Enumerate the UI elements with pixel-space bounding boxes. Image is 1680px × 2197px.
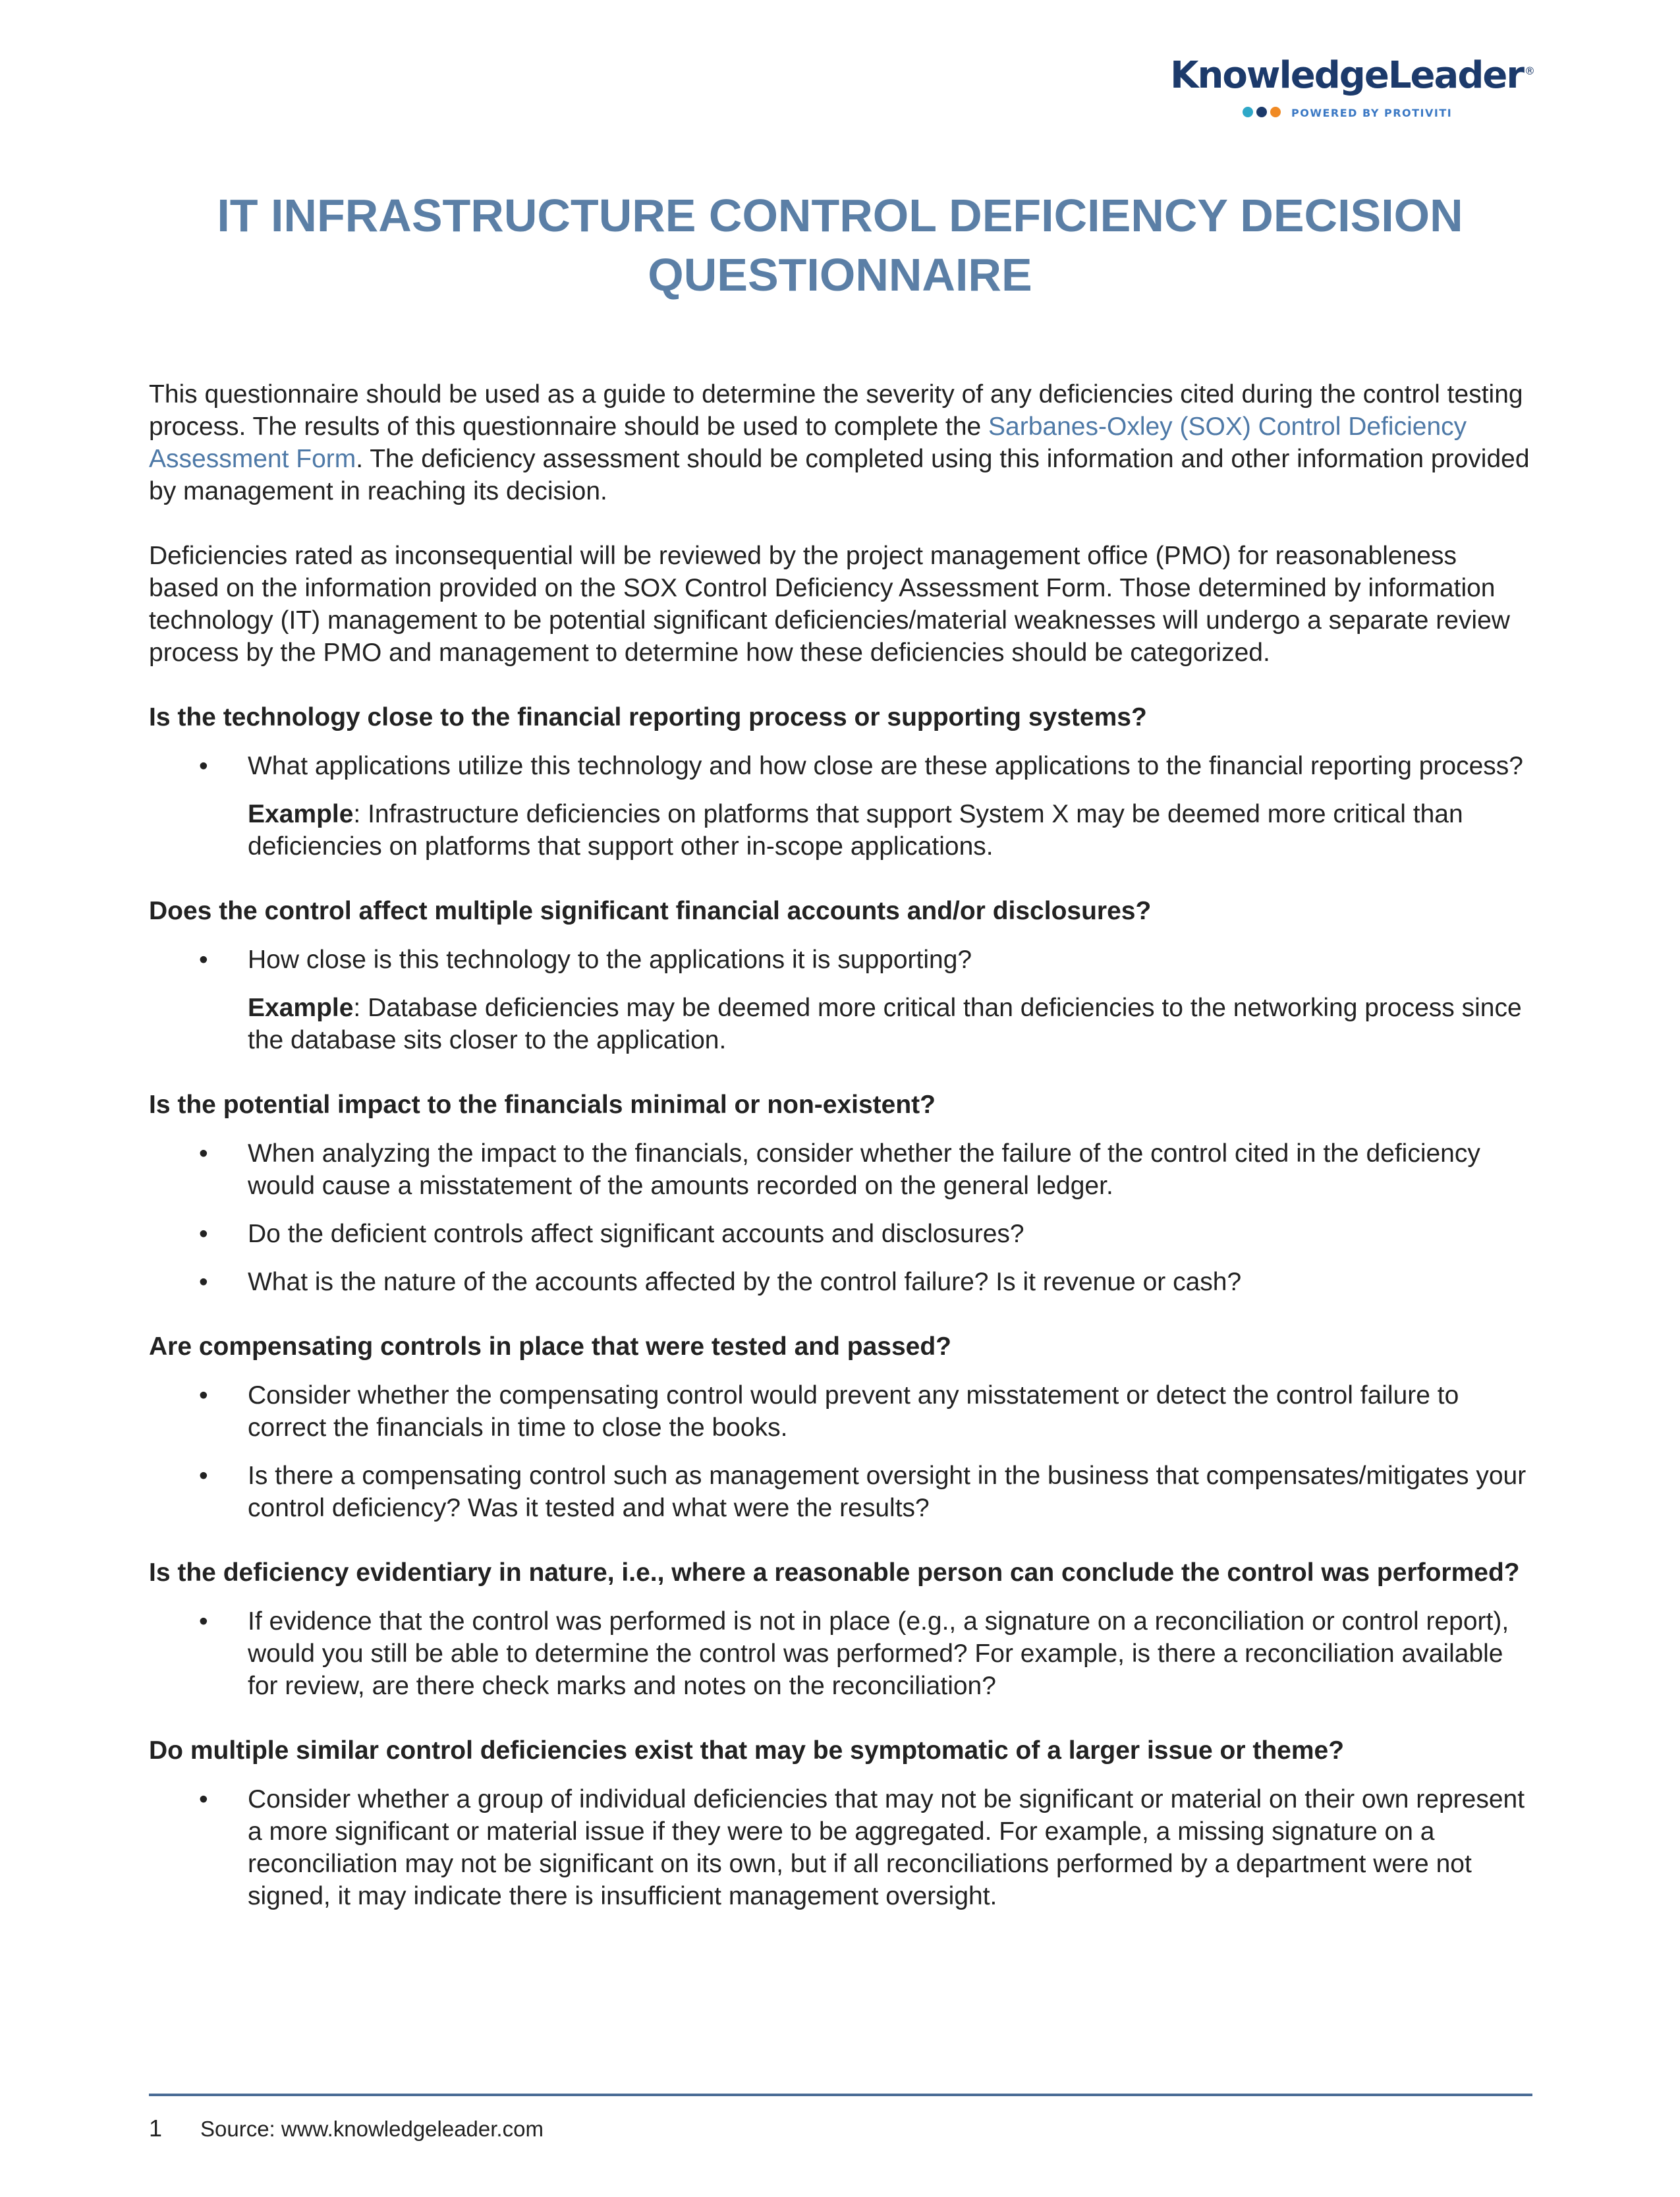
bullet-marker: • bbox=[199, 1220, 208, 1248]
title-line-1: IT INFRASTRUCTURE CONTROL DEFICIENCY DECISION bbox=[217, 190, 1463, 241]
example-note bbox=[248, 992, 1532, 1056]
bullet-text: How close is this technology to the applications it is supporting? bbox=[248, 946, 972, 974]
bullet-item bbox=[149, 1266, 1532, 1298]
logo-dots bbox=[1243, 107, 1281, 117]
page-number: 1 bbox=[149, 2115, 163, 2142]
page-title bbox=[0, 186, 1680, 304]
bullet-list bbox=[149, 1379, 1532, 1524]
assessment-form-link[interactable]: Sarbanes-Oxley (SOX) Control Deficiency Assessment Form bbox=[149, 413, 1467, 473]
example-label: Example bbox=[248, 800, 354, 828]
bullet-text: If evidence that the control was performed is not in place (e.g., a signature on a reconciliation or control report), would you still be able to determine the control was performed? For example, is there a reconciliation available for review, are there check marks and notes on the reconciliation? bbox=[248, 1607, 1509, 1700]
bullet-text: Consider whether the compensating control would prevent any misstatement or detect the control failure to correct the financials in time to close the books. bbox=[248, 1381, 1459, 1442]
bullet-marker: • bbox=[199, 1139, 208, 1168]
title-line-2: QUESTIONNAIRE bbox=[648, 249, 1032, 300]
bullet-item bbox=[149, 944, 1532, 1056]
bullet-marker: • bbox=[199, 1785, 208, 1813]
bullet-list bbox=[149, 1137, 1532, 1298]
bullet-item bbox=[149, 1137, 1532, 1202]
intro-paragraph-2: Deficiencies rated as inconsequential will be reviewed by the project management office (PMO) for reasonableness based on the information provided on the SOX Control Deficiency Assessment Form. Those determined by information technology (IT) management to be potential significant deficiencies/material weaknesses will undergo a separate review process by the PMO and management to determine how these deficiencies should be categorized. bbox=[149, 542, 1510, 667]
bullet-list bbox=[149, 1783, 1532, 1912]
bullet-text: Consider whether a group of individual deficiencies that may not be significant or material on their own represent a more significant or material issue if they were to be aggregated. For example, a missing signature on a reconciliation may not be significant on its own, but if all reconciliations performed by a department were not signed, it may indicate there is insufficient management oversight. bbox=[248, 1785, 1525, 1910]
example-text: : Database deficiencies may be deemed more critical than deficiencies to the networking process since the database sits closer to the application. bbox=[248, 994, 1522, 1054]
bullet-list bbox=[149, 944, 1532, 1056]
section-question: Is the technology close to the financial reporting process or supporting systems? bbox=[149, 703, 1147, 731]
bullet-list bbox=[149, 750, 1532, 863]
source-text: Source: www.knowledgeleader.com bbox=[200, 2117, 544, 2141]
bullet-item bbox=[149, 1605, 1532, 1702]
section-question: Is the potential impact to the financials minimal or non-existent? bbox=[149, 1091, 936, 1119]
bullet-text: What is the nature of the accounts affected by the control failure? Is it revenue or cash? bbox=[248, 1268, 1242, 1296]
example-label: Example bbox=[248, 994, 354, 1022]
bullet-text: When analyzing the impact to the financials, consider whether the failure of the control cited in the deficiency would cause a misstatement of the amounts recorded on the general ledger. bbox=[248, 1139, 1480, 1200]
bullet-item bbox=[149, 1379, 1532, 1444]
page-footer bbox=[149, 2115, 544, 2142]
question-sections bbox=[149, 701, 1532, 1912]
bullet-item bbox=[149, 1460, 1532, 1524]
bullet-marker: • bbox=[199, 1268, 208, 1296]
bullet-marker: • bbox=[199, 1462, 208, 1490]
bullet-marker: • bbox=[199, 1381, 208, 1410]
trademark-symbol: ® bbox=[1525, 65, 1534, 78]
bullet-text: What applications utilize this technology and how close are these applications to the financial reporting process? bbox=[248, 752, 1523, 780]
bullet-item bbox=[149, 1783, 1532, 1912]
logo-tagline: POWERED BY PROTIVITI bbox=[1291, 107, 1453, 119]
document-body bbox=[149, 378, 1532, 1945]
bullet-marker: • bbox=[199, 752, 208, 780]
bullet-marker: • bbox=[199, 946, 208, 974]
example-note bbox=[248, 798, 1532, 863]
bullet-text: Is there a compensating control such as management oversight in the business that compensates/mitigates your control deficiency? Was it tested and what were the results? bbox=[248, 1462, 1526, 1522]
logo-wordmark: KnowledgeLeader ® bbox=[1170, 54, 1534, 97]
section-question: Are compensating controls in place that were tested and passed? bbox=[149, 1332, 951, 1361]
footer-divider bbox=[149, 2094, 1532, 2096]
logo-dot-navy bbox=[1256, 107, 1267, 117]
intro-paragraph-1: This questionnaire should be used as a guide to determine the severity of any deficiencies cited during the control testing process. The results of this questionnaire should be used to complete the Sarbanes-Oxley (SOX) Control Deficiency Assessment Form. The deficiency assessment should be completed using this information and other information provided by management in reaching its decision. bbox=[149, 380, 1530, 505]
section-question: Do multiple similar control deficiencies exist that may be symptomatic of a larger issue or theme? bbox=[149, 1736, 1345, 1765]
section-question: Does the control affect multiple significant financial accounts and/or disclosures? bbox=[149, 897, 1152, 925]
bullet-item bbox=[149, 1218, 1532, 1250]
logo-dot-orange bbox=[1270, 107, 1281, 117]
logo-dot-teal bbox=[1243, 107, 1253, 117]
knowledgeleader-logo bbox=[1170, 54, 1534, 127]
bullet-list bbox=[149, 1605, 1532, 1702]
example-text: : Infrastructure deficiencies on platforms that support System X may be deemed more critical than deficiencies on platforms that support other in-scope applications. bbox=[248, 800, 1463, 861]
bullet-marker: • bbox=[199, 1607, 208, 1636]
bullet-text: Do the deficient controls affect significant accounts and disclosures? bbox=[248, 1220, 1024, 1248]
section-question: Is the deficiency evidentiary in nature, i.e., where a reasonable person can conclude the control was performed? bbox=[149, 1558, 1520, 1587]
bullet-item bbox=[149, 750, 1532, 863]
